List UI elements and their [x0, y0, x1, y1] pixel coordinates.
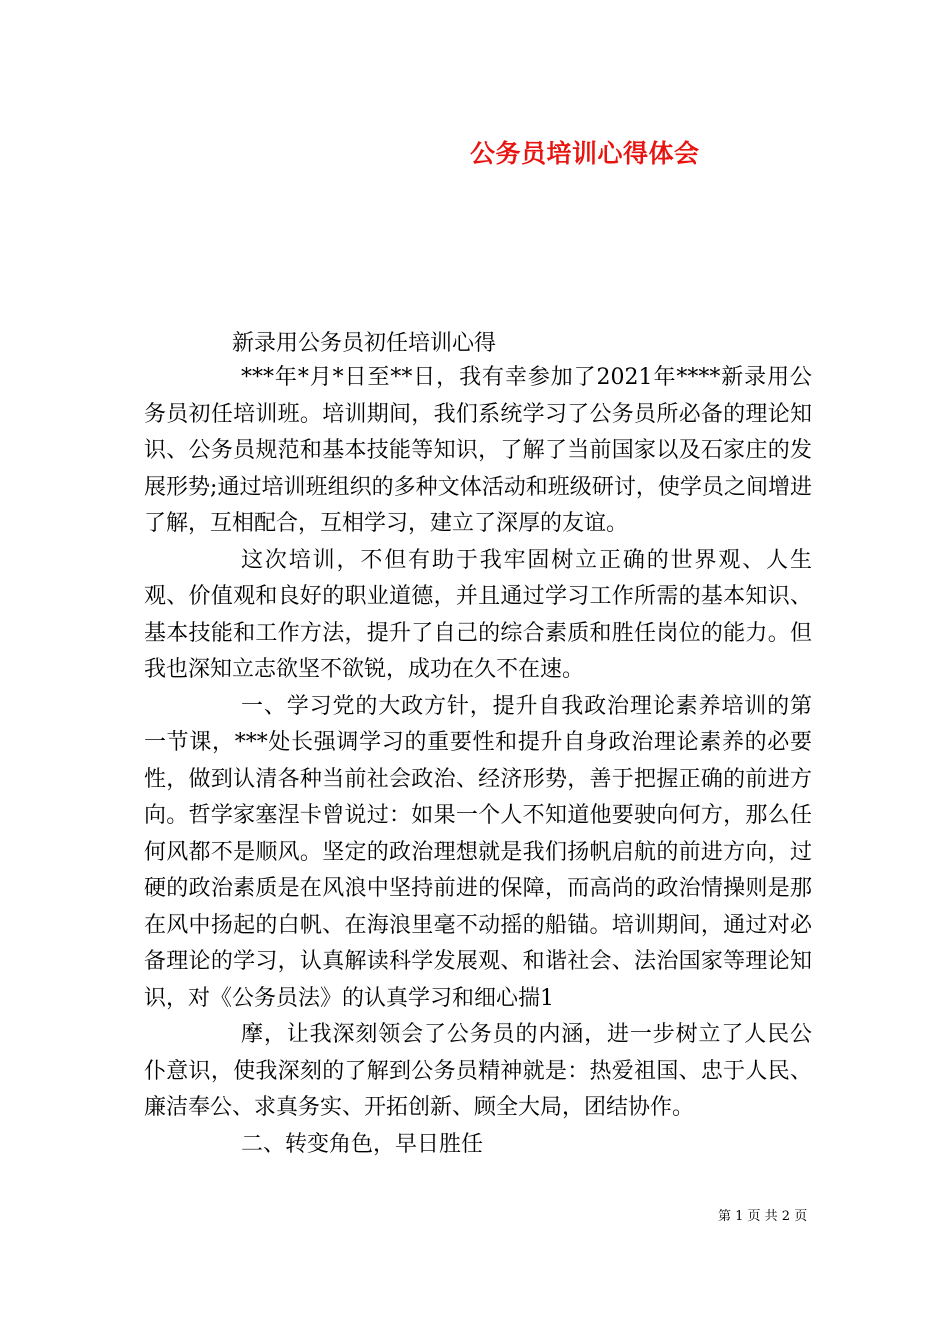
document-title: 公务员培训心得体会: [470, 139, 700, 168]
paragraph-section-one: 一、学习党的大政方针，提升自我政治理论素养培训的第一节课，***处长强调学习的重要性和提升自身政治理论素养的必要性，做到认清各种当前社会政治、经济形势，善于把握正确的前进方向。哲学家塞涅卡曾说过：如果一个人不知道他要驶向何方，那么任何风都不是顺风。坚定的政治理想就是我们扬帆启航的前进方向，过硬的政治素质是在风浪中坚持前进的保障，而高尚的政治情操则是那在风中扬起的白帆、在海浪里毫不动摇的船锚。培训期间，通过对必备理论的学习，认真解读科学发展观、和谐社会、法治国家等理论知识，对《公务员法》的认真学习和细心揣1: [144, 693, 812, 1011]
page-footer: 第 1 页 共 2 页: [718, 1209, 808, 1224]
paragraph-training-benefits: 这次培训，不但有助于我牢固树立正确的世界观、人生观、价值观和良好的职业道德，并且通过学习工作所需的基本知识、基本技能和工作方法，提升了自己的综合素质和胜任岗位的能力。但我也深知立志欲坚不欲锐，成功在久不在速。: [144, 547, 812, 682]
paragraph-section-one-continued: 摩，让我深刻领会了公务员的内涵，进一步树立了人民公仆意识，使我深刻的了解到公务员精神就是：热爱祖国、忠于人民、廉洁奉公、求真务实、开拓创新、顾全大局，团结协作。: [144, 1022, 812, 1120]
paragraph-section-two-heading: 二、转变角色，早日胜任: [241, 1131, 484, 1157]
paragraph-training-intro: ***年*月*日至**日，我有幸参加了2021年****新录用公务员初任培训班。培训期间，我们系统学习了公务员所必备的理论知识、公务员规范和基本技能等知识，了解了当前国家以及石家庄的发展形势;通过培训班组织的多种文体活动和班级研讨，使学员之间增进了解，互相配合，互相学习，建立了深厚的友谊。: [144, 365, 812, 536]
document-subtitle: 新录用公务员初任培训心得: [232, 331, 497, 356]
document-body: [144, 360, 812, 1163]
